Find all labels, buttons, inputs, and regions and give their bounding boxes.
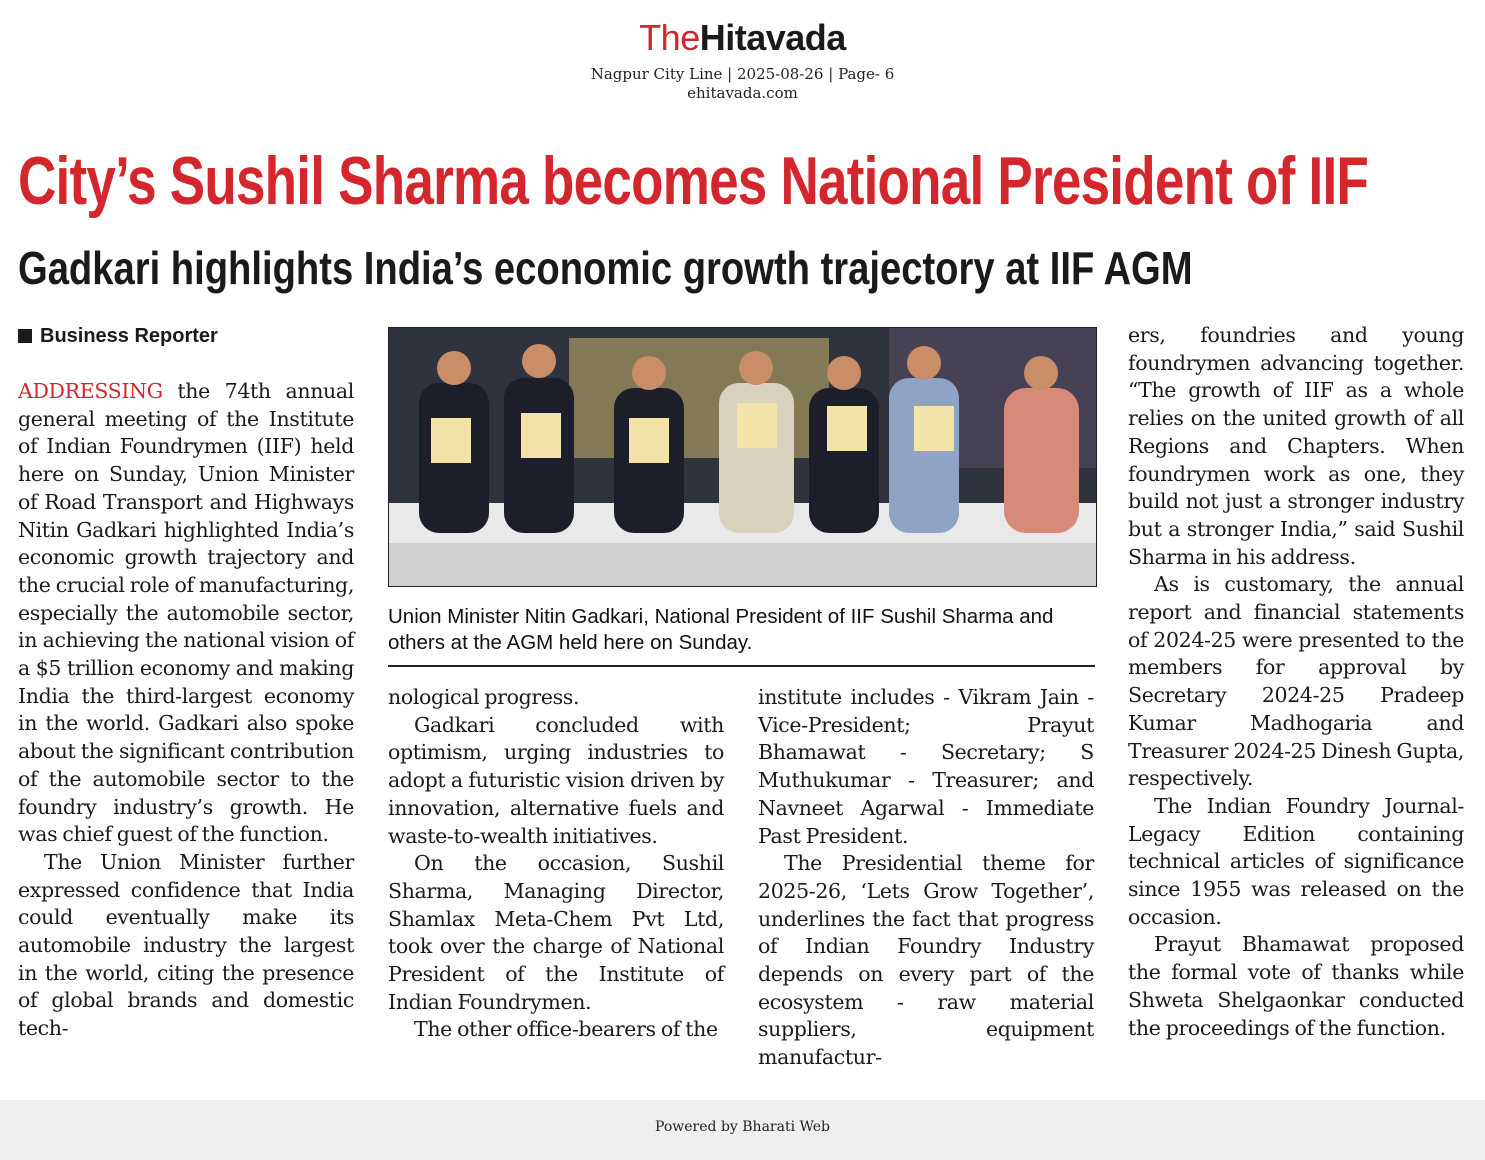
logo-name: Hitavada bbox=[699, 17, 846, 58]
paragraph: ers, foundries and young foundrymen advancing together. “The growth of IIF as a whole relies on the united growth of all Regions and Chapters. When foundrymen work as one, they build not just a stronger industry but a stronger India,” said Sushil Sharma in his address. bbox=[1128, 323, 1464, 569]
article-column-1 bbox=[18, 378, 354, 1043]
paragraph: The Union Minister further expressed confidence that India could eventually make its automobile industry the largest in the world, citing the presence of global brands and domestic tech- bbox=[18, 849, 354, 1041]
paragraph-text: the 74th annual general meeting of the Institute of Indian Foundrymen (IIF) held here on Sunday, Union Minister of Road Transport and Highways Nitin Gadkari highlighted India’s economic growth trajectory and the crucial role of manufacturing, especially the automobile sector, in achieving the national vision of a $5 trillion economy and making India the third-largest economy in the world. Gadkari also spoke about the significant contribution of the automobile sector to the foundry industry’s growth. He was chief guest of the function. bbox=[18, 379, 354, 847]
website-link[interactable]: ehitavada.com bbox=[687, 84, 798, 102]
paragraph: On the occasion, Sushil Sharma, Managing Director, Shamlax Meta-Chem Pvt Ltd, took over the charge of National President of the Institute of Indian Foundrymen. bbox=[388, 851, 724, 1014]
paragraph: The Indian Foundry Journal-Legacy Edition containing technical articles of significance since 1955 was released on the occasion. bbox=[1128, 793, 1464, 929]
article-column-3 bbox=[758, 684, 1094, 1072]
byline-text: Business Reporter bbox=[40, 325, 218, 347]
paragraph: nological progress. bbox=[388, 685, 580, 709]
paragraph: Prayut Bhamawat proposed the formal vote of thanks while Shweta Shelgaonkar conducted the proceedings of the function. bbox=[1128, 932, 1464, 1040]
newspaper-logo[interactable] bbox=[0, 18, 1485, 58]
masthead bbox=[0, 18, 1485, 102]
subheadline: Gadkari highlights India’s economic growth trajectory at IIF AGM bbox=[18, 242, 1193, 294]
photo-caption: Union Minister Nitin Gadkari, National President of IIF Sushil Sharma and others at the AGM held here on Sunday. bbox=[388, 604, 1095, 667]
edition-dateline: Nagpur City Line | 2025-08-26 | Page- 6 bbox=[590, 65, 895, 83]
lead-word: ADDRESSING bbox=[18, 379, 163, 403]
headline: City’s Sushil Sharma becomes National President of IIF bbox=[18, 143, 1369, 219]
paragraph: institute includes - Vikram Jain - Vice-President; Prayut Bhamawat - Secretary; S Muthukumar - Treasurer; and Navneet Agarwal - Immediate Past President. bbox=[758, 685, 1094, 848]
powered-by-link[interactable]: Powered by Bharati Web bbox=[655, 1119, 830, 1135]
footer bbox=[0, 1100, 1485, 1160]
photo-illustration bbox=[389, 328, 1096, 586]
paragraph: Gadkari concluded with optimism, urging industries to adopt a futuristic vision driven by innovation, alternative fuels and waste-to-wealth initiatives. bbox=[388, 712, 724, 848]
logo-the: The bbox=[639, 17, 700, 58]
article-column-2 bbox=[388, 684, 724, 1044]
byline bbox=[18, 324, 218, 348]
lead-paragraph bbox=[18, 378, 354, 849]
paragraph: The Presidential theme for 2025-26, ‘Lets Grow Together’, underlines the fact that progress of Indian Foundry Industry depends on every part of the ecosystem - raw material suppliers, equipment manufactur- bbox=[758, 851, 1094, 1070]
article-column-4 bbox=[1128, 322, 1464, 1042]
paragraph: As is customary, the annual report and financial statements of 2024-25 were presented to the members for approval by Secretary 2024-25 Pradeep Kumar Madhogaria and Treasurer 2024-25 Dinesh Gupta, respectively. bbox=[1128, 572, 1464, 791]
event-photo bbox=[388, 327, 1097, 587]
square-bullet-icon bbox=[18, 329, 32, 343]
paragraph: The other office-bearers of the bbox=[414, 1017, 718, 1042]
